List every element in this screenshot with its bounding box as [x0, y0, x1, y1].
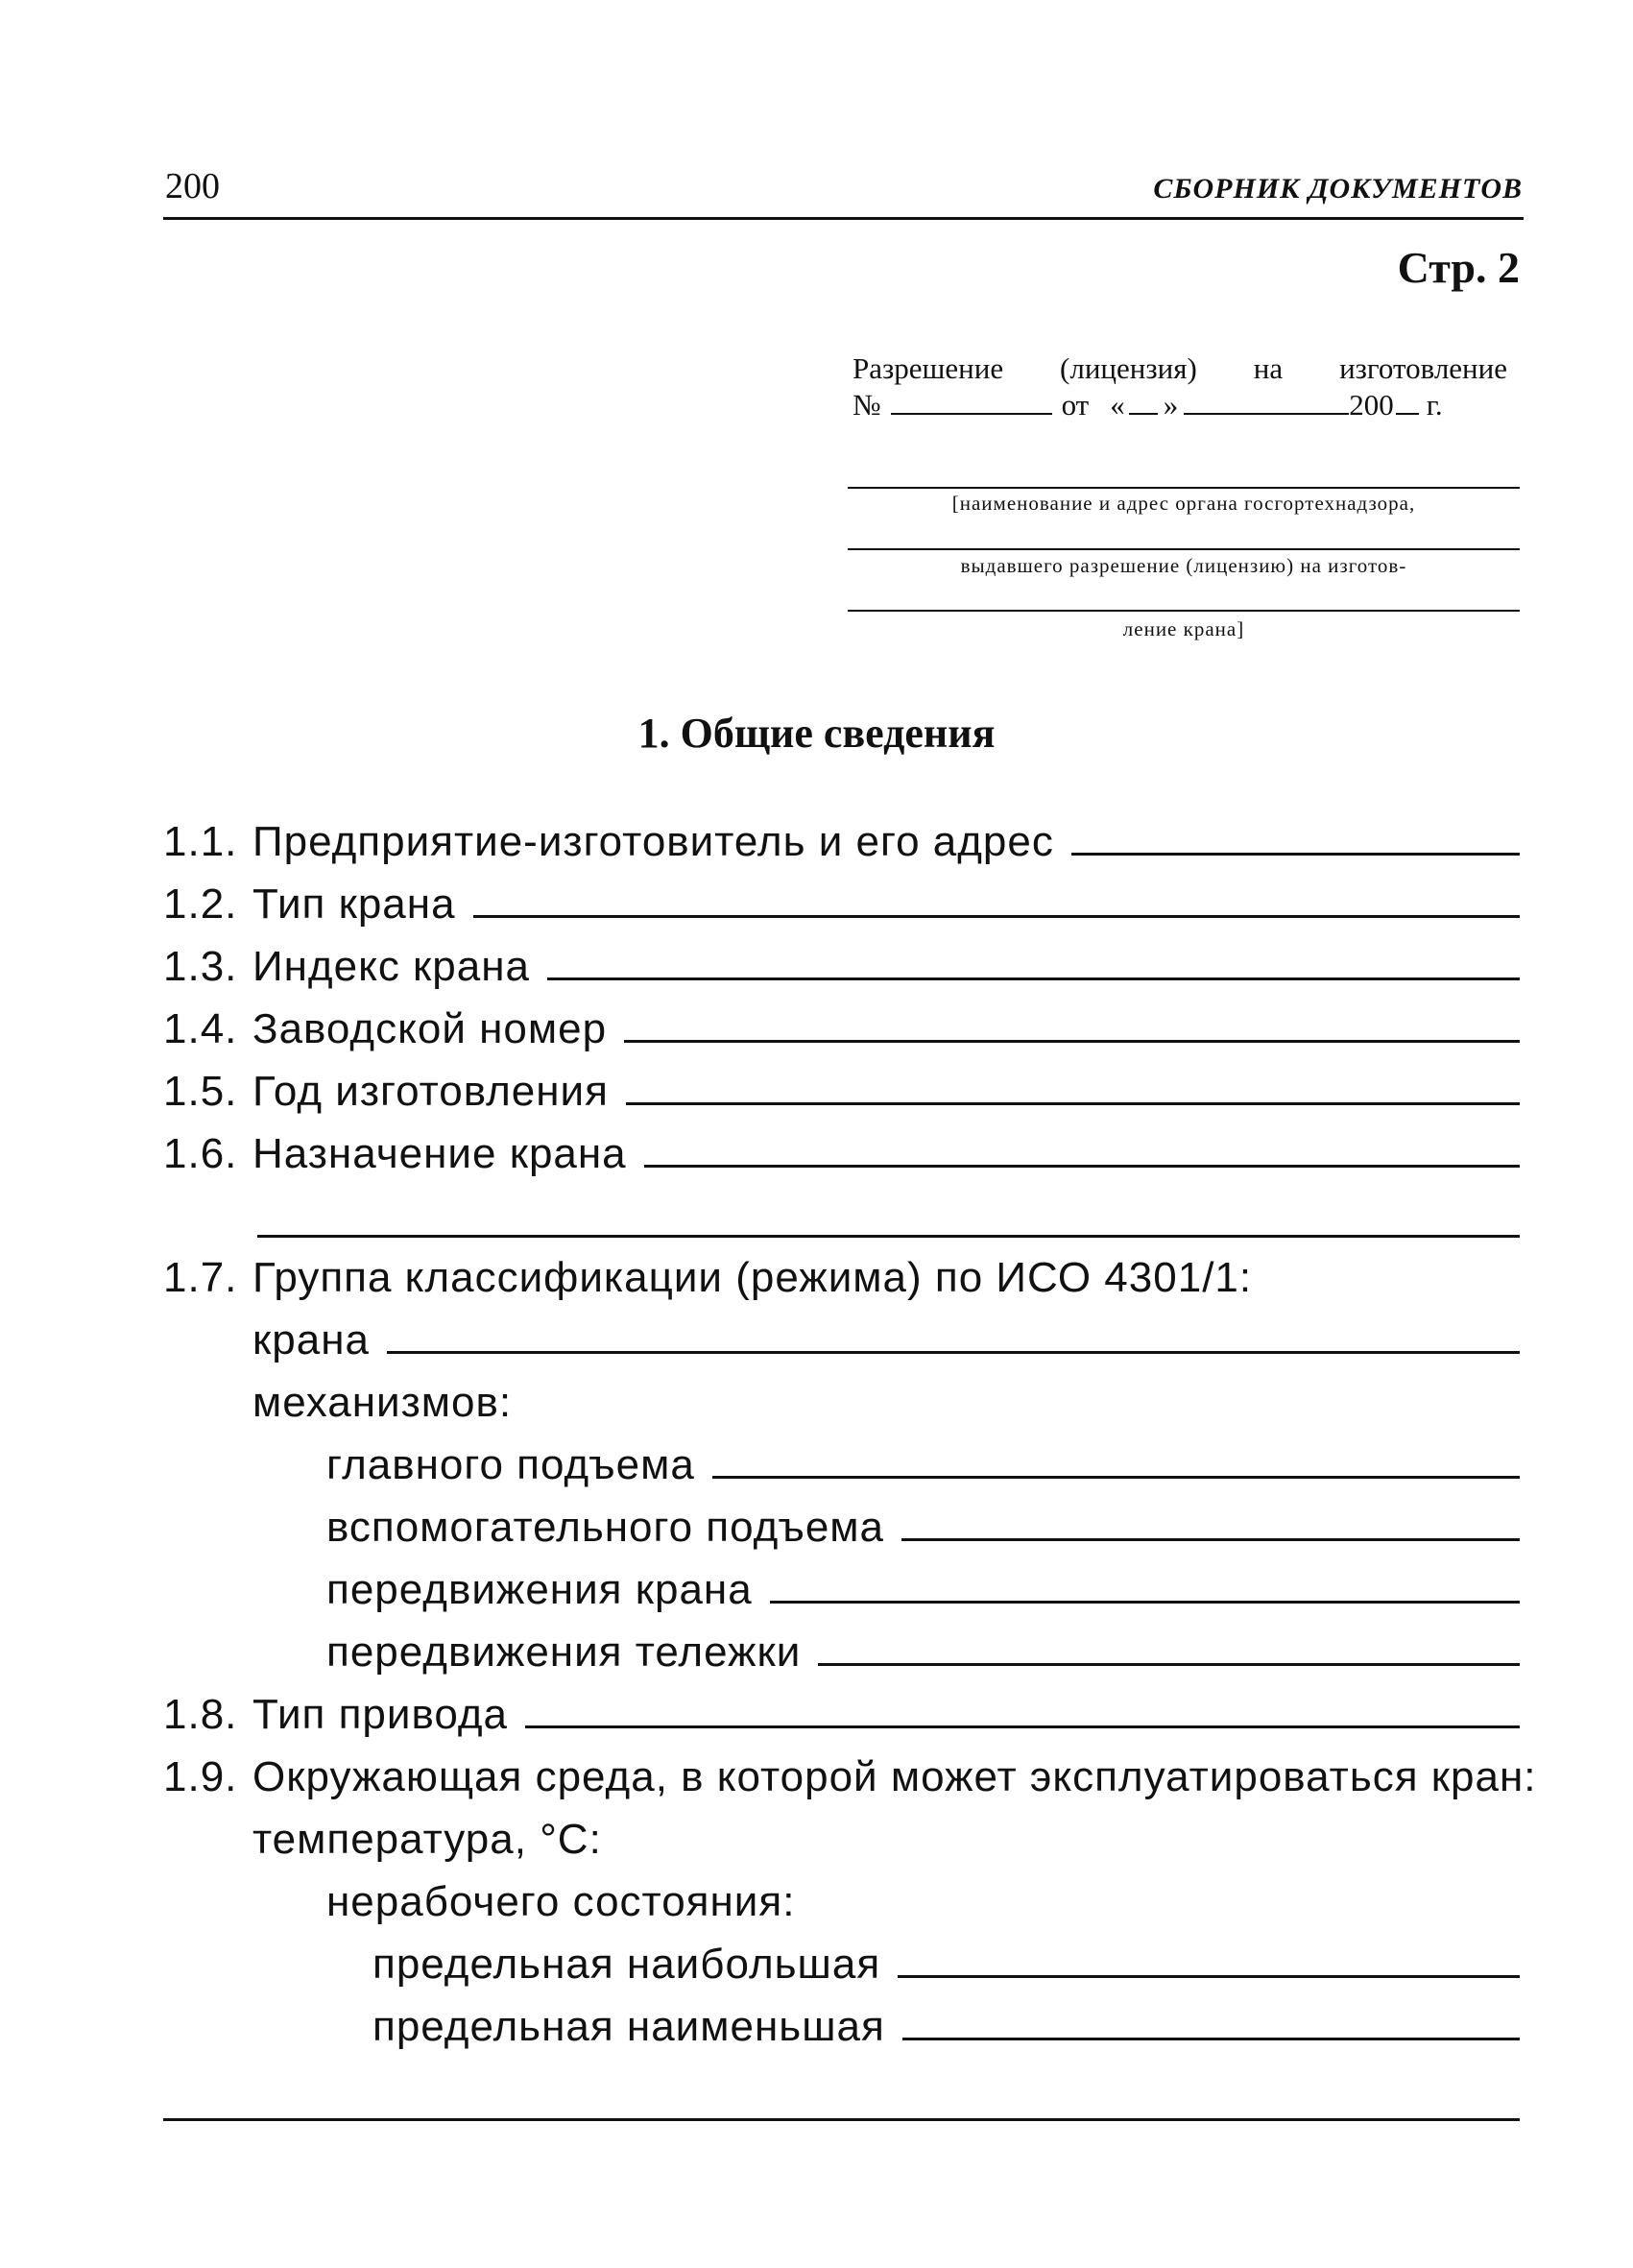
nonworking-label: нерабочего состояния: — [326, 1878, 796, 1925]
item-number: 1.5. — [163, 1068, 238, 1115]
item-label: Год изготовления — [252, 1068, 609, 1115]
sub-label: передвижения тележки — [326, 1629, 802, 1676]
sub-label: предельная наибольшая — [372, 1941, 881, 1988]
permit-block — [853, 351, 1507, 422]
item-number: 1.1. — [163, 818, 238, 865]
authority-rule[interactable] — [848, 487, 1520, 489]
item-label: Предприятие-изготовитель и его адрес — [252, 818, 1054, 865]
form-row — [163, 881, 1520, 929]
sub-label: вспомогательного подъема — [326, 1504, 885, 1551]
authority-rule[interactable] — [848, 548, 1520, 550]
authority-rule[interactable] — [848, 610, 1520, 612]
item-number: 1.2. — [163, 881, 238, 928]
item-number: 1.6. — [163, 1130, 238, 1177]
header-rule — [163, 217, 1524, 220]
answer-line[interactable] — [818, 1652, 1520, 1666]
permit-title — [853, 351, 1507, 386]
answer-line[interactable] — [387, 1339, 1520, 1354]
answer-line[interactable] — [644, 1153, 1520, 1168]
number-sign: № — [853, 388, 881, 422]
sub-label: предельная наименьшая — [372, 2003, 885, 2050]
item-number: 1.7. — [163, 1254, 238, 1301]
item-number: 1.8. — [163, 1691, 238, 1738]
answer-line[interactable] — [712, 1464, 1520, 1479]
section-title: 1. Общие сведения — [637, 710, 996, 757]
answer-line[interactable] — [902, 2026, 1520, 2040]
item-label: Тип крана — [252, 881, 456, 928]
form-row — [163, 1691, 1520, 1739]
page-number: 200 — [165, 166, 220, 206]
answer-line[interactable] — [473, 904, 1520, 918]
day-blank[interactable] — [1129, 392, 1158, 415]
answer-line[interactable] — [626, 1091, 1520, 1105]
answer-line[interactable] — [525, 1714, 1520, 1728]
item-label: Окружающая среда, в которой может эксплуатироваться кран: — [252, 1753, 1537, 1800]
answer-line-continuation[interactable] — [257, 1235, 1520, 1238]
permit-number-line — [853, 388, 1507, 422]
answer-line[interactable] — [547, 966, 1520, 980]
year-suffix: г. — [1426, 388, 1443, 422]
form-row — [326, 1566, 1520, 1614]
permit-word: изготовление — [1339, 351, 1507, 385]
temperature-label: температура, °С: — [252, 1816, 602, 1863]
sub-label: главного подъема — [326, 1441, 695, 1488]
item-label: Назначение крана — [252, 1130, 627, 1177]
permit-word: на — [1253, 351, 1284, 385]
form-row — [326, 1629, 1520, 1677]
item-number: 1.9. — [163, 1753, 238, 1800]
page-label: Стр. 2 — [1397, 243, 1520, 292]
item-label: Заводской номер — [252, 1005, 608, 1052]
form-row — [326, 1441, 1520, 1489]
answer-line[interactable] — [901, 1527, 1520, 1541]
form-row — [163, 1130, 1520, 1178]
item-label: Индекс крана — [252, 943, 530, 990]
from-label: от — [1061, 388, 1090, 422]
authority-caption-line: [наименование и адрес органа госгортехнадзора, — [951, 492, 1416, 515]
environment-heading — [163, 1753, 1537, 1801]
quote-open: « — [1110, 388, 1125, 422]
answer-line[interactable] — [624, 1028, 1520, 1043]
year-prefix: 200 — [1349, 388, 1394, 422]
footer-rule — [163, 2118, 1520, 2121]
quote-close: » — [1163, 388, 1179, 422]
permit-number-blank[interactable] — [891, 392, 1052, 415]
answer-line[interactable] — [770, 1589, 1520, 1604]
form-row — [372, 2003, 1520, 2051]
item-number: 1.4. — [163, 1005, 238, 1052]
mechanisms-label: механизмов: — [252, 1379, 513, 1426]
form-row — [372, 1941, 1520, 1989]
answer-line[interactable] — [1071, 841, 1520, 856]
sub-label: крана — [252, 1316, 370, 1363]
form-row — [326, 1504, 1520, 1552]
month-blank[interactable] — [1184, 392, 1349, 415]
form-row — [252, 1316, 1520, 1364]
form-row — [163, 818, 1520, 866]
item-number: 1.3. — [163, 943, 238, 990]
classification-heading — [163, 1254, 1252, 1302]
form-row — [163, 1005, 1520, 1053]
authority-caption-line: ление крана] — [1122, 617, 1245, 640]
permit-word: Разрешение — [853, 351, 1004, 385]
sub-label: передвижения крана — [326, 1566, 753, 1613]
item-label: Группа классификации (режима) по ИСО 4301/1: — [252, 1254, 1253, 1301]
item-label: Тип привода — [252, 1691, 508, 1738]
permit-word: (лицензия) — [1060, 351, 1197, 385]
form-row — [163, 1068, 1520, 1116]
answer-line[interactable] — [898, 1964, 1520, 1978]
authority-caption-line: выдавшего разрешение (лицензию) на изготов- — [960, 554, 1407, 577]
running-title: СБОРНИК ДОКУМЕНТОВ — [1153, 173, 1523, 205]
form-row — [163, 943, 1520, 991]
year-blank[interactable] — [1396, 392, 1419, 415]
